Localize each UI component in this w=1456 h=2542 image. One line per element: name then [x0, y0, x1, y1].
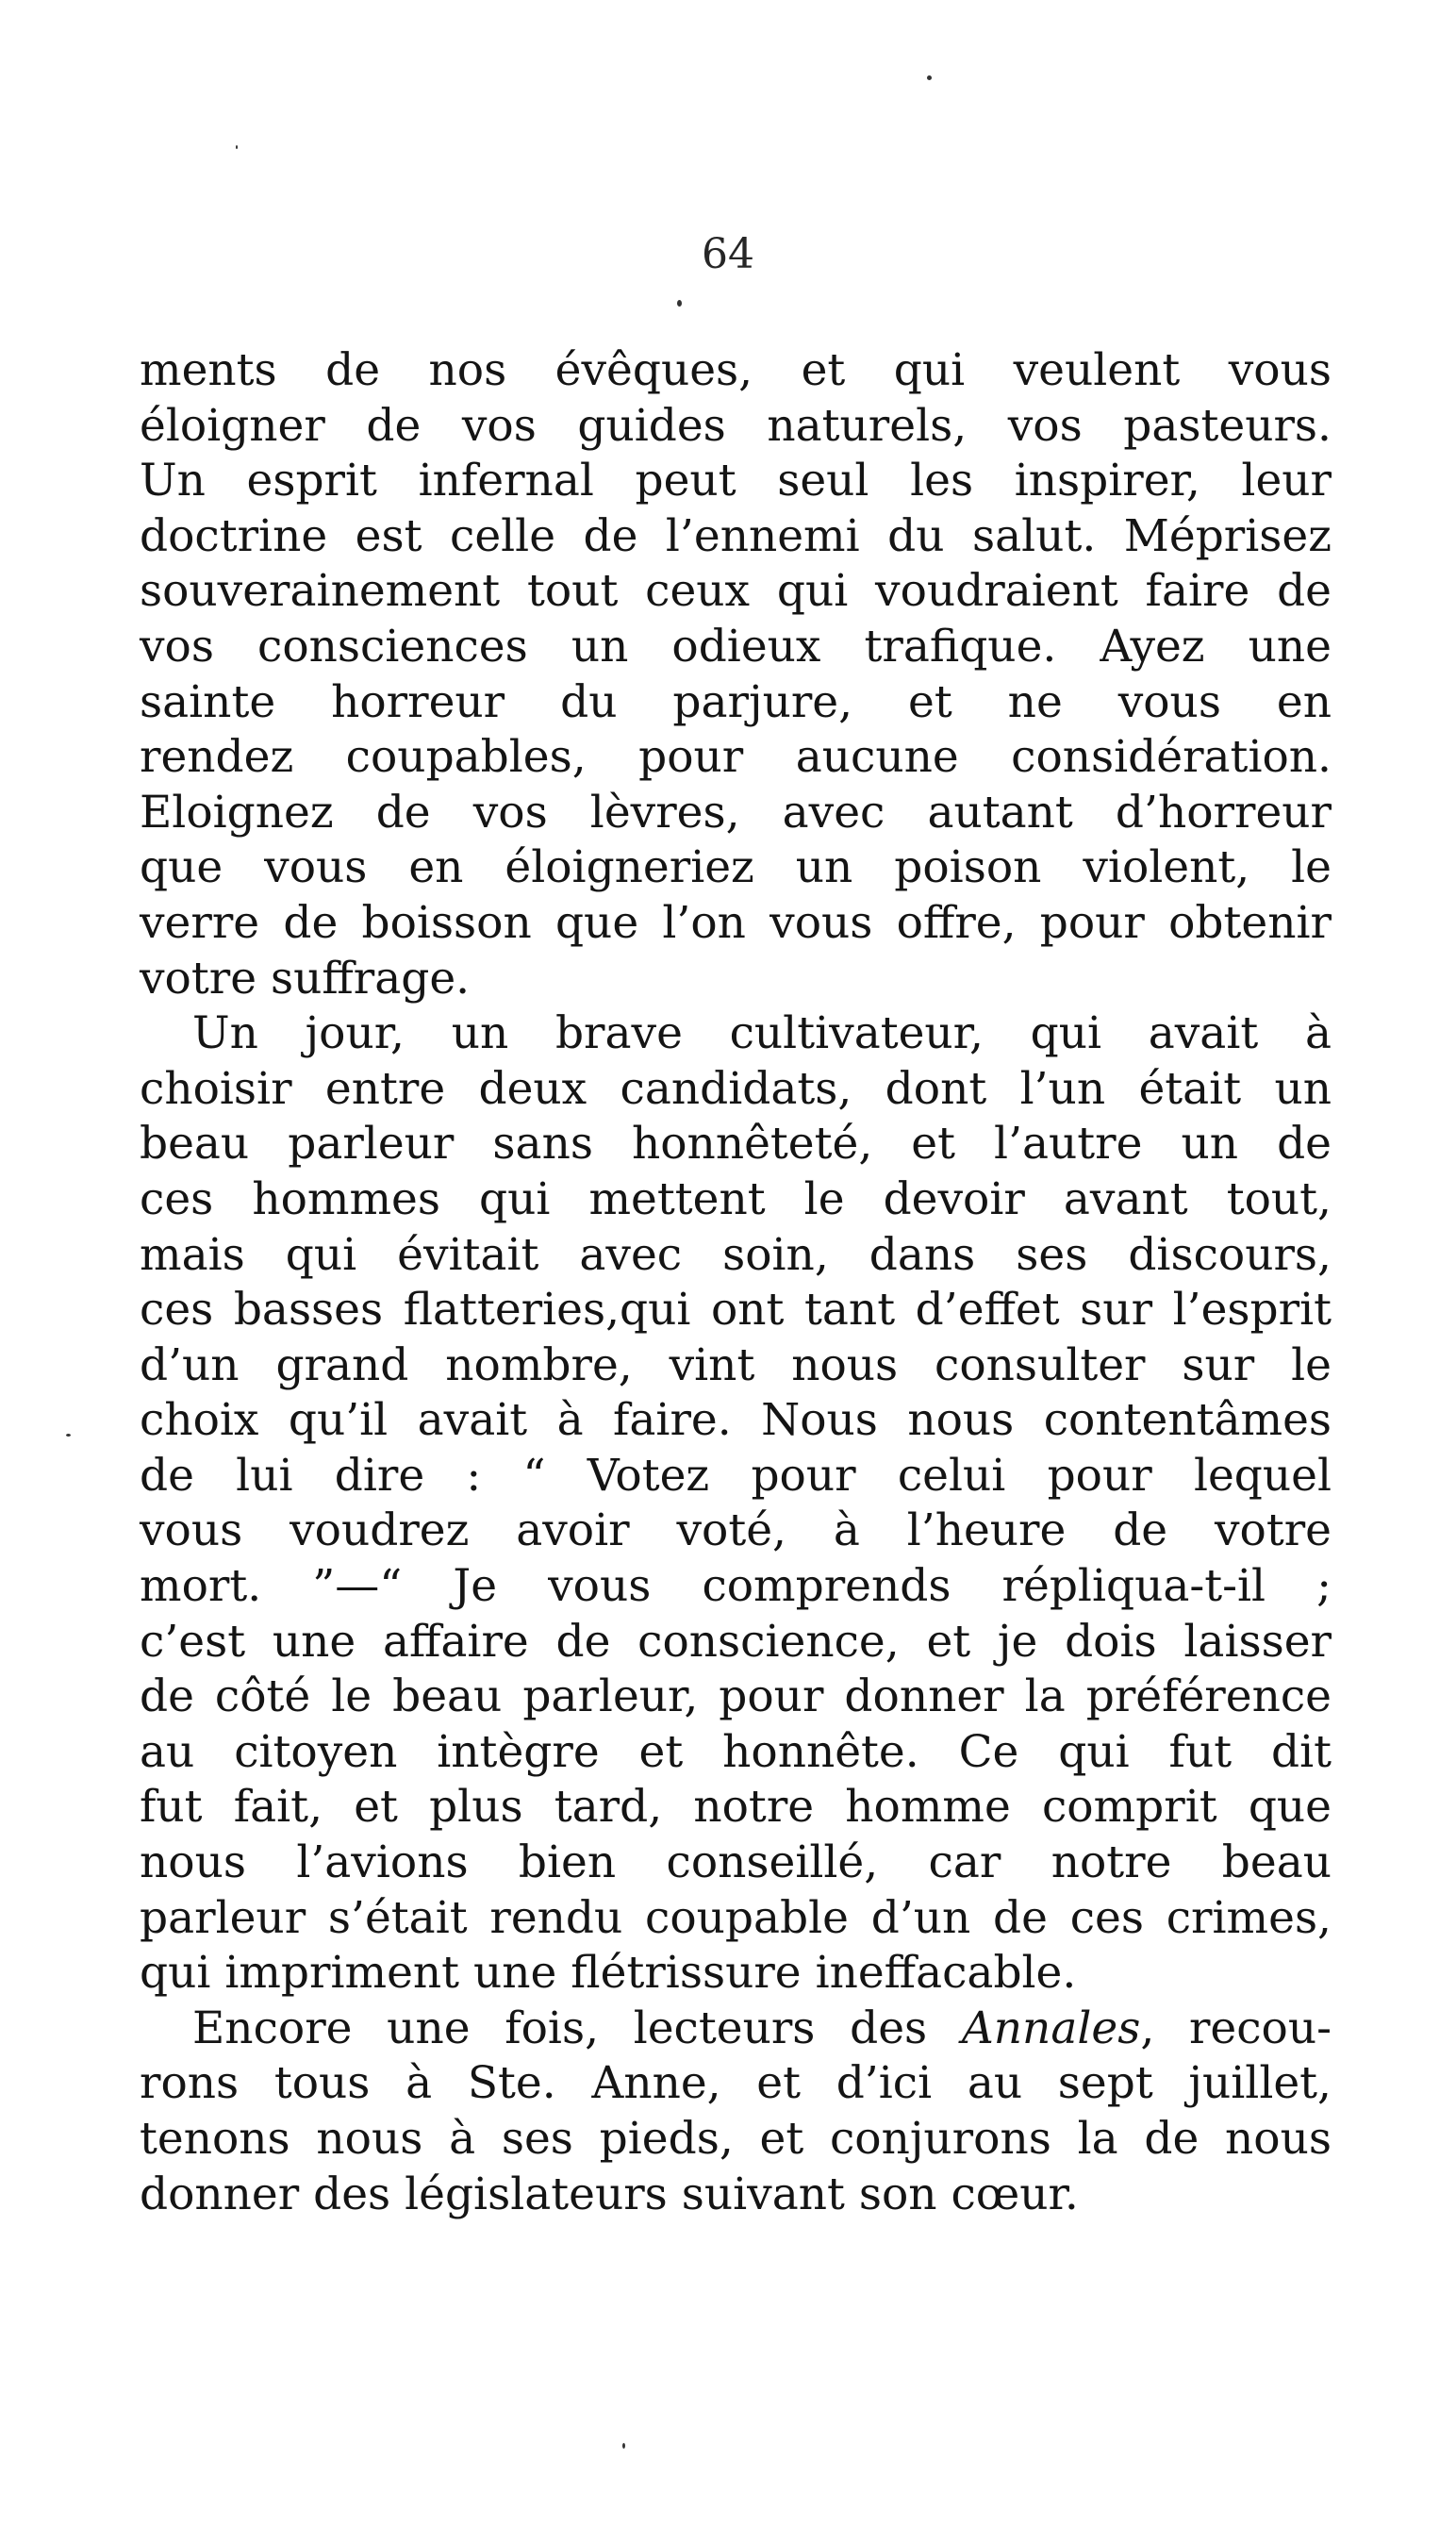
text-line: choisir entre deux candidats, dont l’un était un — [140, 1062, 1332, 1115]
text-line: souverainement tout ceux qui voudraient faire de — [140, 565, 1332, 618]
text-line: rons tous à Ste. Anne, et d’ici au sept juillet, — [140, 2057, 1332, 2110]
page-number: 64 — [702, 230, 754, 278]
text-line: vous voudrez avoir voté, à l’heure de votre — [140, 1504, 1332, 1557]
text-line: au citoyen intègre et honnête. Ce qui fut dit — [140, 1725, 1332, 1778]
text-line: que vous en éloigneriez un poison violent, le — [140, 841, 1332, 894]
text-line: tenons nous à ses pieds, et conjurons la de nous — [140, 2113, 1332, 2165]
print-speck — [66, 1434, 71, 1437]
text-line: doctrine est celle de l’ennemi du salut. Méprisez — [140, 509, 1332, 562]
text-line: rendez coupables, pour aucune considération. — [140, 731, 1332, 784]
text-line: de lui dire : “ Votez pour celui pour lequel — [140, 1449, 1332, 1502]
text-line: mort. ”—“ Je vous comprends répliqua-t-il ; — [140, 1560, 1332, 1613]
text-line: Un jour, un brave cultivateur, qui avait à — [192, 1007, 1332, 1060]
text-line: ces basses flatteries,qui ont tant d’effet sur l’esprit — [140, 1284, 1332, 1337]
text-line: ces hommes qui mettent le devoir avant tout, — [140, 1172, 1332, 1225]
text-line: mais qui évitait avec soin, dans ses discours, — [140, 1228, 1332, 1281]
text-line: verre de boisson que l’on vous offre, pour obtenir — [140, 896, 1332, 949]
print-speck — [677, 300, 682, 307]
text-line: éloigner de vos guides naturels, vos pasteurs. — [140, 399, 1332, 452]
text-line: Eloignez de vos lèvres, avec autant d’horreur — [140, 786, 1332, 839]
text-line: de côté le beau parleur, pour donner la préférence — [140, 1670, 1332, 1723]
text-line: nous l’avions bien conseillé, car notre beau — [140, 1836, 1332, 1889]
text-line: vos consciences un odieux trafique. Ayez une — [140, 620, 1332, 673]
text-line: donner des législateurs suivant son cœur. — [140, 2168, 1079, 2220]
print-speck — [622, 2443, 625, 2449]
body-text — [140, 343, 1332, 2222]
text-line: Encore une fois, lecteurs des Annales, recou- — [192, 2002, 1332, 2054]
text-line: choix qu’il avait à faire. Nous nous contentâmes — [140, 1394, 1332, 1447]
text-line: parleur s’était rendu coupable d’un de ces crimes, — [140, 1891, 1332, 1944]
text-line: qui impriment une flétrissure ineffacable. — [140, 1947, 1077, 2000]
print-speck — [236, 145, 238, 149]
text-line: d’un grand nombre, vint nous consulter sur le — [140, 1338, 1332, 1391]
text-line: Un esprit infernal peut seul les inspirer, leur — [140, 455, 1332, 507]
text-line: sainte horreur du parjure, et ne vous en — [140, 675, 1332, 728]
text-line: c’est une affaire de conscience, et je dois laisser — [140, 1615, 1332, 1668]
text-line: beau parleur sans honnêteté, et l’autre un de — [140, 1118, 1332, 1171]
text-line: votre suffrage. — [140, 952, 471, 1005]
text-line: fut fait, et plus tard, notre homme comprit que — [140, 1781, 1332, 1834]
text-line: ments de nos évêques, et qui veulent vous — [140, 344, 1332, 396]
print-speck — [927, 75, 932, 80]
